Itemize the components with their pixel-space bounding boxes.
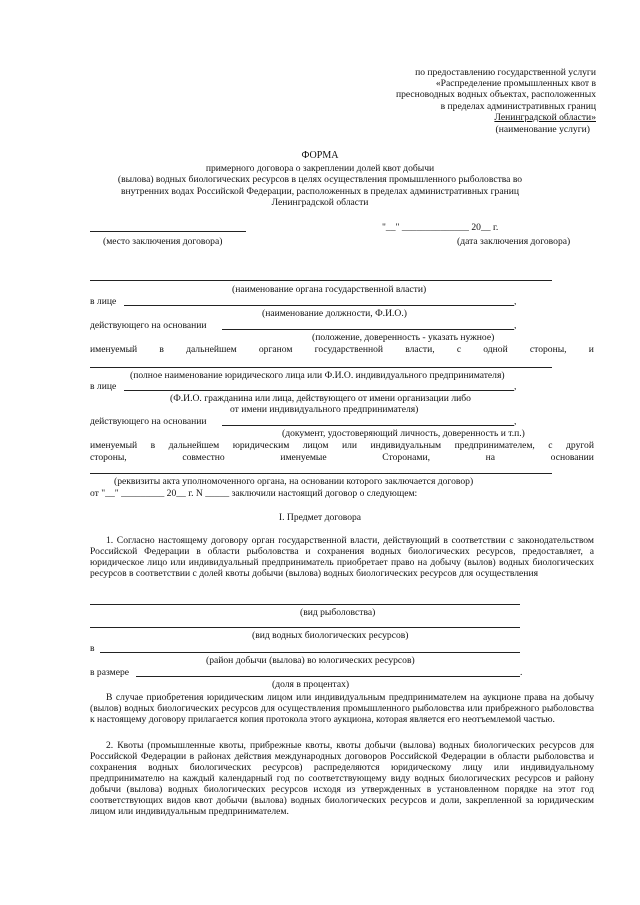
in-label: в: [90, 643, 95, 654]
header-line-1: по предоставлению государственной услуги: [415, 67, 596, 78]
named-word: и: [588, 344, 594, 355]
date-caption: (дата заключения договора): [457, 236, 571, 247]
named-word: основании: [550, 452, 594, 463]
named-word: на: [485, 452, 496, 463]
size-line: [136, 676, 520, 677]
authority-line: [90, 280, 552, 281]
named-word: Сторонами,: [382, 452, 430, 463]
place-caption: (место заключения договора): [103, 236, 223, 247]
species-line: [90, 627, 520, 628]
named-word: власти,: [405, 344, 435, 355]
fishing-line: [90, 604, 520, 605]
form-title: ФОРМА: [301, 150, 339, 161]
paragraph-1: 1. Согласно настоящему договору орган государственной власти, действующий в соответствии с законодательством Российской Федерации в области рыболовства и сохранения водных биологических ресурсов, предоставляет, а юридическое лицо или индивидуальный предприниматель приобретает право на добычу (вылов) водных биологических ресурсов в соответствии с долей квоты добычи (вылова) водных биологических ресурсов для осуществления: [90, 535, 594, 579]
in-person-label-1: в лице: [90, 296, 117, 307]
section-heading: I. Предмет договора: [278, 512, 362, 523]
area-caption: (район добычи (вылова) во юлогических ресурсов): [206, 655, 415, 666]
subtitle-line-4: Ленинградской области: [271, 197, 369, 208]
person-caption-2: от имени индивидуального предпринимателя): [230, 404, 419, 415]
share-caption: (доля в процентах): [272, 679, 350, 690]
paragraph-2: 2. Квоты (промышленные квоты, прибрежные квоты, квоты добычи (вылова) водных биологических ресурсов для Российской Федерации в районах действия международных договоров Российской Федерации в области рыболовства и сохранения водных биологических ресурсов) распределяются юридическому лицу или индивидуальному предпринимателю на каждый календарный год по соответствующему виду водных биологических ресурсов и району добычи (вылова) водных биологических ресурсов исходя из утвержденных в установленном порядке на этот год соответствующих видов квот добычи (вылова) водных биологических ресурсов и доли, закрепленной за юридическим лицом или индивидуальным предпринимателем.: [90, 740, 594, 817]
named-line-2: именуемый в дальнейшем юридическим лицом или индивидуальным предпринимателем, с другой: [90, 440, 594, 451]
named-word: в: [159, 344, 164, 355]
in-person-line-2: [124, 390, 514, 391]
paragraph-auction: В случае приобретения юридическим лицом или индивидуальным предпринимателем на аукционе права на добычу (вылов) водных биологических ресурсов для осуществления промышленного рыболовства или прибрежного рыболовства к настоящему договору прилагается копия протокола этого аукциона, которая является его неотъемлемой частью.: [90, 692, 594, 725]
person-caption-1: (Ф.И.О. гражданина или лица, действующего от имени организации либо: [170, 393, 471, 404]
doc-caption: (документ, удостоверяющий личность, доверенность и т.п.): [282, 428, 525, 439]
header-line-5: Ленинградской области»: [494, 112, 596, 123]
species-caption: (вид водных биологических ресурсов): [252, 630, 409, 641]
authority-caption: (наименование органа государственной власти): [232, 284, 427, 295]
act-caption: (реквизиты акта уполномоченного органа, на основании которого заключается договор): [114, 476, 474, 487]
comma-2: ,: [514, 320, 517, 331]
fishing-caption: (вид рыболовства): [300, 607, 376, 618]
named-line-3: [90, 452, 594, 463]
subtitle-line-1: примерного договора о закреплении долей квот добычи: [205, 163, 435, 174]
named-word: именуемые: [280, 452, 327, 463]
named-word: одной: [483, 344, 508, 355]
service-caption: (наименование услуги): [495, 124, 590, 135]
act-line: [90, 473, 552, 474]
concluded-line: от "__" _________ 20__ г. N _____ заключили настоящий договор о следующем:: [90, 488, 418, 499]
place-line: [90, 231, 246, 232]
entity-line: [90, 367, 552, 368]
acting-basis-label-1: действующего на основании: [90, 320, 207, 331]
named-word: стороны,: [529, 344, 567, 355]
comma-4: ,: [514, 416, 517, 427]
named-word: стороны,: [90, 452, 127, 463]
in-person-label-2: в лице: [90, 381, 117, 392]
header-line-4: в пределах административных границ: [440, 101, 596, 112]
basis-line-2: [222, 425, 514, 426]
date-line: "__" ______________ 20__ г.: [382, 222, 499, 233]
named-word: совместно: [182, 452, 225, 463]
header-line-2: «Распределение промышленных квот в: [435, 78, 596, 89]
named-word: с: [456, 344, 462, 355]
entity-caption: (полное наименование юридического лица или Ф.И.О. индивидуального предпринимателя): [130, 370, 505, 381]
basis-line-1: [222, 329, 514, 330]
subtitle-line-3: внутренних водах Российской Федерации, расположенных в пределах административных границ: [120, 186, 520, 197]
named-word: органом: [258, 344, 293, 355]
subtitle-line-2: (вылова) водных биологических ресурсов в целях осуществления промышленного рыболовства во: [117, 174, 523, 185]
in-person-line-1: [124, 305, 514, 306]
size-dot: .: [520, 667, 523, 678]
basis-caption: (положение, доверенность - указать нужное): [312, 332, 495, 343]
comma-3: ,: [514, 381, 517, 392]
position-caption: (наименование должности, Ф.И.О.): [262, 308, 407, 319]
named-line-1: [90, 344, 594, 355]
area-line: [100, 652, 520, 653]
comma-1: ,: [514, 296, 517, 307]
named-word: именуемый: [90, 344, 138, 355]
named-word: дальнейшем: [186, 344, 237, 355]
acting-basis-label-2: действующего на основании: [90, 416, 207, 427]
header-line-3: пресноводных водных объектах, расположенных: [396, 89, 596, 100]
named-word: государственной: [314, 344, 384, 355]
size-label: в размере: [90, 667, 130, 678]
